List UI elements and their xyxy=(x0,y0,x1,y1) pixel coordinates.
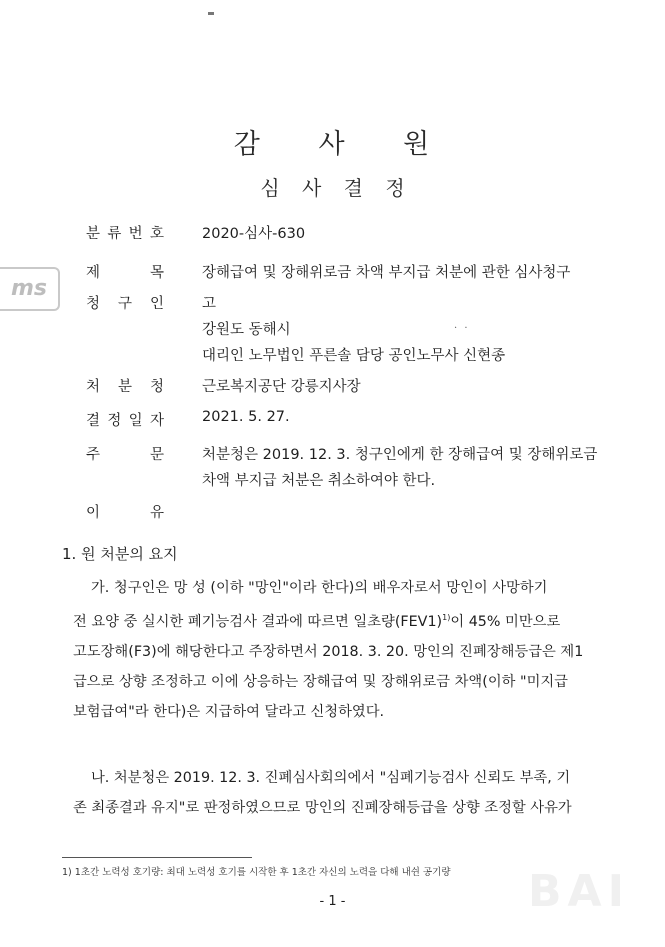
field-label: 결 정 일 자 xyxy=(86,413,164,429)
footnote-divider xyxy=(62,857,252,858)
field-value: 강원도 동해시 xyxy=(202,322,291,338)
footnote-ref: 1) xyxy=(442,613,451,622)
text-span: 이 45% 미만으로 xyxy=(450,613,561,630)
watermark: BAI xyxy=(528,866,630,917)
document-subtitle: 심 사 결 정 xyxy=(260,176,405,200)
field-label: 이 유 xyxy=(86,505,164,521)
document-title: 감 사 원 xyxy=(233,129,432,160)
field-value: 고 xyxy=(202,296,217,312)
field-value: 차액 부지급 처분은 취소하여야 한다. xyxy=(202,473,436,489)
text-line: 나. 처분청은 2019. 12. 3. 진폐심사회의에서 "심폐기능검사 신뢰도 부족, 기 xyxy=(91,770,571,786)
field-value: 장해급여 및 장해위로금 차액 부지급 처분에 관한 심사청구 xyxy=(202,265,571,281)
field-value: 근로복지공단 강릉지사장 xyxy=(202,379,361,395)
field-label: 처 분 청 xyxy=(86,379,164,395)
text-line: 고도장해(F3)에 해당한다고 주장하면서 2018. 3. 20. 망인의 진폐장해등급은 제1 xyxy=(73,643,584,660)
page-number: - 1 - xyxy=(319,894,346,909)
text-span: 전 요양 중 실시한 폐기능검사 결과에 따르면 일초량(FEV1) xyxy=(73,613,443,630)
stamp-logo: ms xyxy=(0,267,60,311)
section-heading: 1. 원 처분의 요지 xyxy=(62,545,178,563)
text-line xyxy=(73,603,603,637)
field-label: 주 문 xyxy=(86,447,164,463)
text-line: 급으로 상향 조정하고 이에 상응하는 장해급여 및 장해위로금 차액(이하 "미지급 xyxy=(73,673,568,690)
field-label: 청 구 인 xyxy=(86,296,164,312)
text-line: 보험급여"라 한다)은 지급하여 달라고 신청하였다. xyxy=(73,703,385,720)
field-value: 2021. 5. 27. xyxy=(202,409,290,425)
paragraph-na xyxy=(73,763,603,823)
field-value: 2020-심사-630 xyxy=(202,226,306,242)
text-line: 가. 청구인은 망 성 (이하 "망인"이라 한다)의 배우자로서 망인이 사망하기 xyxy=(91,580,548,596)
scan-mark xyxy=(208,12,214,15)
text-line: 존 최종결과 유지"로 판정하였으므로 망인의 진폐장해등급을 상향 조정할 사유가 xyxy=(73,800,572,816)
field-label: 분 류 번 호 xyxy=(86,226,164,242)
footnote: 1) 1초간 노력성 호기량: 최대 노력성 호기를 시작한 후 1초간 자신의 노력을 다해 내쉰 공기량 xyxy=(62,867,451,878)
scan-dots: · · xyxy=(454,323,470,334)
field-value: 대리인 노무법인 푸른솔 담당 공인노무사 신현종 xyxy=(202,348,506,364)
field-value: 처분청은 2019. 12. 3. 청구인에게 한 장해급여 및 장해위로금 xyxy=(202,447,598,463)
paragraph-ga xyxy=(73,573,603,727)
field-label: 제 목 xyxy=(86,265,164,281)
